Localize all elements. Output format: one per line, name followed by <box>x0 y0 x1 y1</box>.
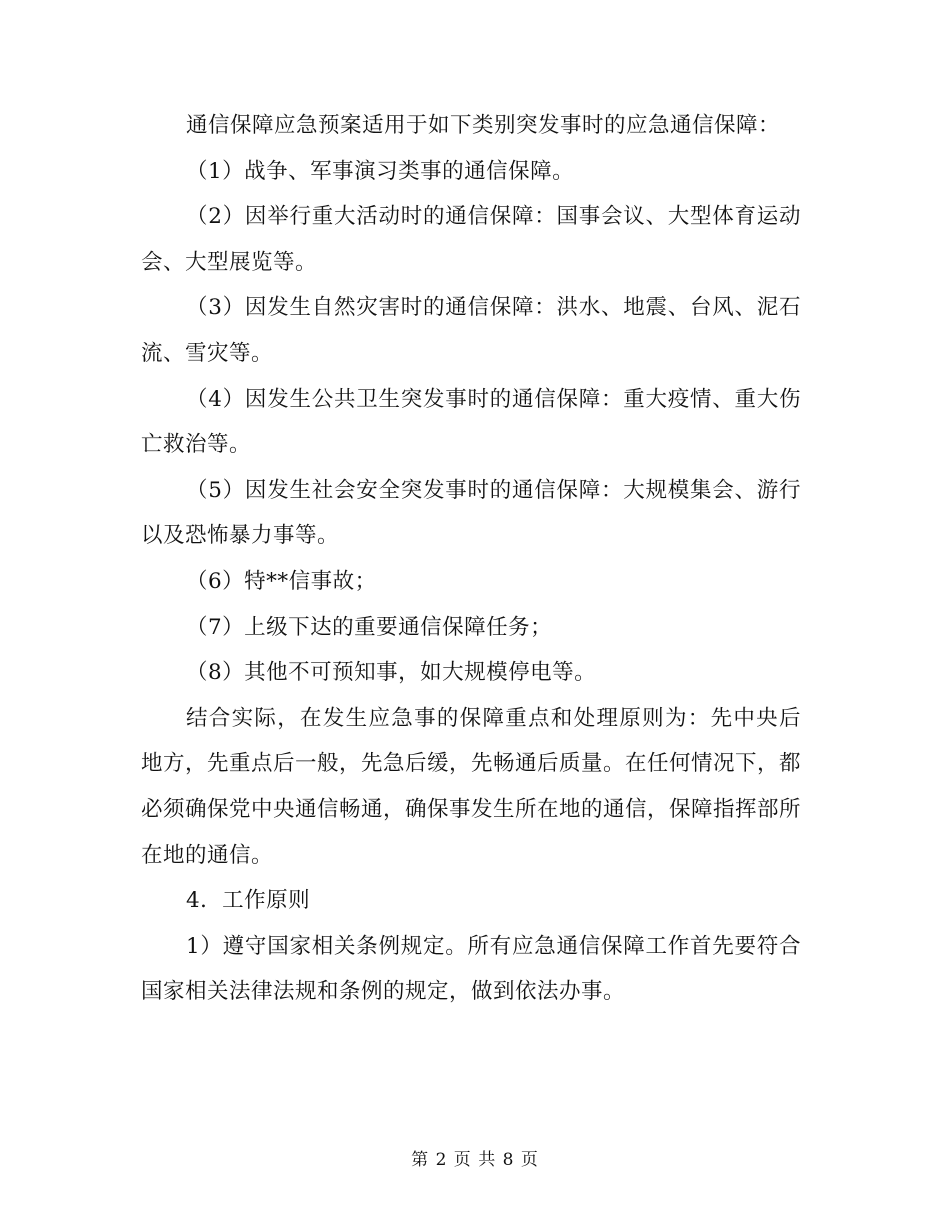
list-item-superior-tasks: （7）上级下达的重要通信保障任务； <box>186 614 553 640</box>
paragraph-principle-1: 1）遵守国家相关条例规定。所有应急通信保障工作首先要符合国家相关法律法规和条例的规定，做到依法办事。 <box>141 933 801 1005</box>
list-item-natural-disasters: （3）因发生自然灾害时的通信保障：洪水、地震、台风、泥石流、雪灾等。 <box>141 295 801 366</box>
list-item-accident: （6）特**信事故； <box>186 568 377 594</box>
list-item-major-events: （2）因举行重大活动时的通信保障：国事会议、大型体育运动会、大型展览等。 <box>141 204 801 275</box>
page-number: 第 2 页 共 8 页 <box>411 1150 539 1170</box>
list-item-public-health: （4）因发生公共卫生突发事时的通信保障：重大疫情、重大伤亡救治等。 <box>141 386 801 458</box>
paragraph-principles: 结合实际，在发生应急事的保障重点和处理原则为：先中央后地方，先重点后一般，先急后缓，先畅通后质量。在任何情况下，都必须确保党中央通信畅通，确保事发生所在地的通信，保障指挥部所在地的通信。 <box>141 705 802 868</box>
section-heading-work-principles: 4．工作原则 <box>186 888 311 914</box>
list-item-war: （1）战争、军事演习类事的通信保障。 <box>186 158 575 184</box>
paragraph-scope-intro: 通信保障应急预案适用于如下类别突发事时的应急通信保障： <box>186 113 781 138</box>
list-item-other: （8）其他不可预知事，如大规模停电等。 <box>186 660 597 686</box>
list-item-social-security: （5）因发生社会安全突发事时的通信保障：大规模集会、游行以及恐怖暴力事等。 <box>141 477 801 549</box>
document-body <box>141 103 801 1015</box>
